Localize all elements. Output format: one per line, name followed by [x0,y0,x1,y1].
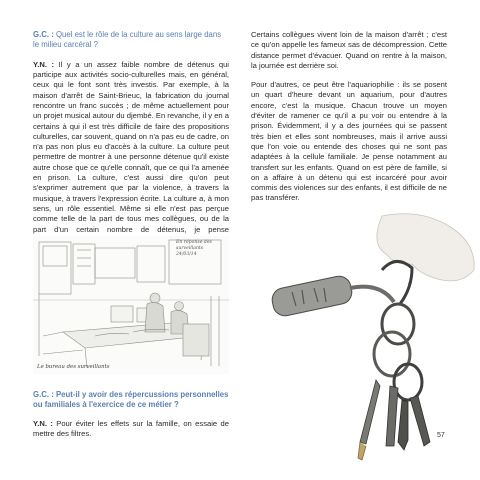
question-1-text: Quel est le rôle de la culture au sens large dans le milieu carcéral ? [33,30,222,50]
key-1 [360,380,380,444]
keys-photo [262,210,480,472]
question-2-speaker: G.C. : [33,390,54,399]
answer-2-speaker: Y.N. : [33,419,53,428]
sketch-note: En réponse des surveillants 24/03/14 [176,240,212,257]
sketch-caption: Le bureau des surveillants [37,364,110,370]
right-paragraph-2: Pour d'autres, ce peut être l'aquariophilie : ils se posent un quart d'heure devant un aquarium, pour d'autres encore, c'est la musique. Chacun trouve un moyen d'éviter de ramener ce qu'il a pu voir ou entendre à la prison. Évidemment, il y a des journées qui se passent très bien et elles sont nombreuses, mais il arrive aussi que l'on voie ou entende des choses qui ne sont pas adaptées à la cellule familiale. Je pense notamment au transfert sur les enfants. Quand on est père de famille, si on a affaire à un détenu qui est incarcéré pour avoir commis des violences sur des enfants, il est difficile de ne pas transférer. [251,80,447,203]
key-4 [398,400,408,450]
left-column [33,30,229,254]
hand-shape [377,214,474,281]
padlock-body [270,274,354,318]
keys-illustration [262,210,480,472]
key-2 [386,386,398,446]
right-column [251,30,447,213]
answer-2 [33,419,229,440]
key-ring-2 [374,332,410,376]
question-2-text: Peut-il y avoir des répercussions personnelles ou familiales à l'exercice de ce métier ? [33,390,229,410]
answer-1-speaker: Y.N. : [33,59,54,69]
question-2-block [33,390,229,420]
answer-1 [33,60,229,245]
question-1 [33,30,229,51]
right-paragraph-1: Certains collègues vivent loin de la maison d'arrêt ; c'est ce qu'on appelle les fameux sas de décompression. Cette distance permet d'évacuer. Quand on rentre à la maison, la journée est derrière soi. [251,30,447,70]
question-2 [33,390,229,411]
key-ring-3 [394,364,422,400]
question-1-speaker: G.C. : [33,30,54,39]
key-3 [410,396,430,446]
page-number: 57 [437,432,445,439]
key-ring-1 [382,304,414,344]
answer-2-text: Pour éviter les effets sur la famille, on essaie de mettre des filtres. [33,419,229,439]
answer-2-block [33,419,229,449]
answer-1-text: Il y a un assez faible nombre de détenus qui participe aux activités socio-culturelles mais, en général, ceux qui le font sont très investis. Par exemple, à la maison d'arrêt de Saint-Brieuc, la fabrication du journal rencontre un franc succès ; de même actuellement pour un projet musical autour du djembé. En revanche, il y en a certains à qui il est très difficile de faire des propositions culturelles, car souvent, quand on n'a pas eu de cadre, on n'a pas non plus eu d'accès à la culture. La culture peut permettre de montrer à une personne détenue qu'il existe autre chose que ce qu'elle connaît, que ce qui l'a amenée en prison. La culture, c'est aussi dire qu'on peut s'exprimer autrement que par la violence, à travers la musique, à travers l'expression écrite. La culture a, à mon sens, un rôle essentiel. Même si elle n'est pas perçue comme telle de la part de tous mes collègues, ou de la part d'un certain nombre de détenus, je pense [33,59,229,234]
